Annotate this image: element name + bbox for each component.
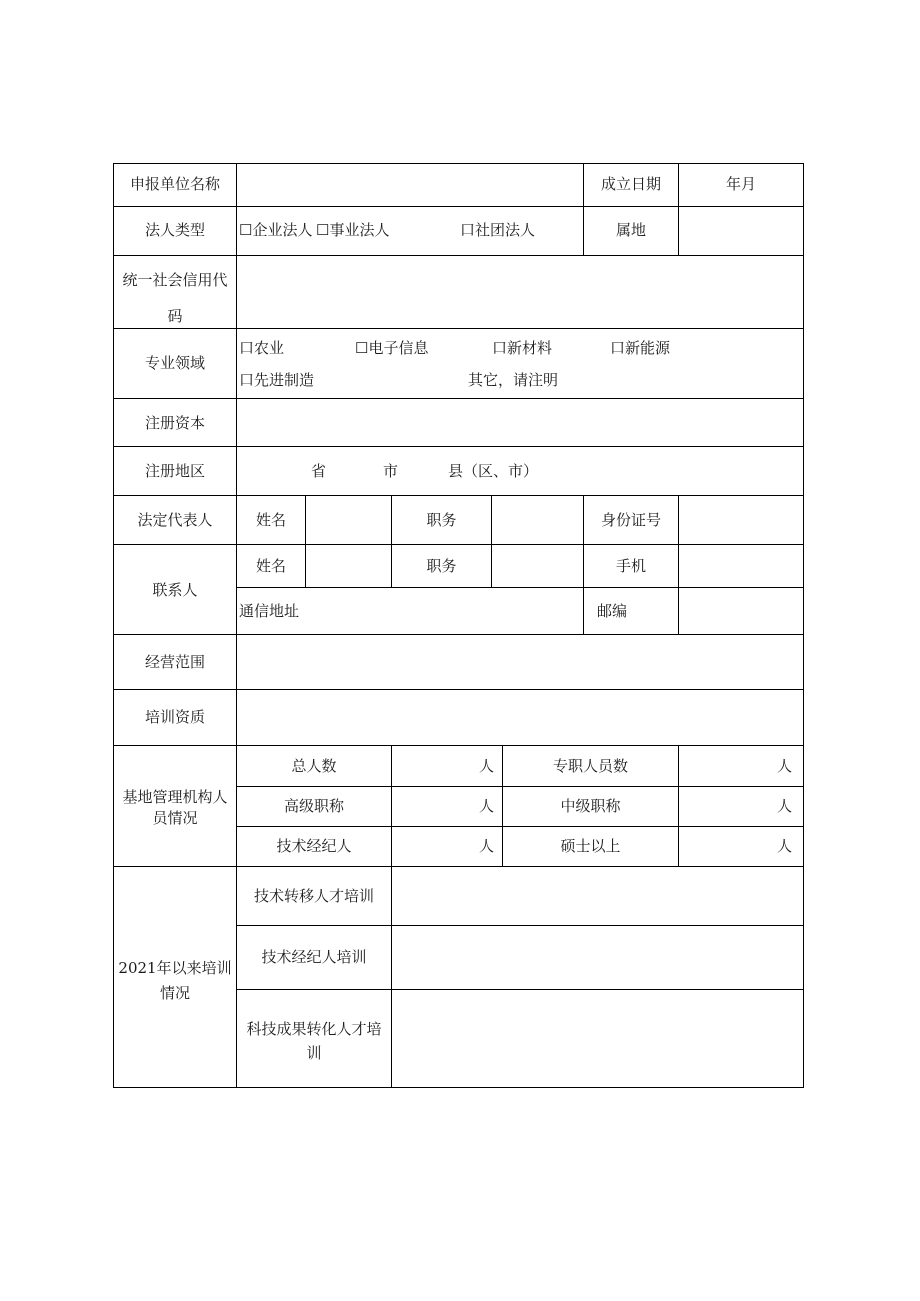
legal-type-institution-checkbox[interactable]: ☐事业法人 <box>316 221 390 239</box>
business-scope-label: 经营范围 <box>144 653 205 671</box>
staff-section-label-line2: 员情况 <box>152 809 198 827</box>
field-option-advanced-manufacturing[interactable]: 口先进制造 <box>239 371 315 389</box>
training-section-label-line2: 情况 <box>159 984 190 1002</box>
postcode-input[interactable] <box>679 588 803 634</box>
registered-capital-input[interactable] <box>237 399 803 446</box>
unit-name-label: 申报单位名称 <box>129 175 220 193</box>
founding-date-field[interactable]: 年月 <box>725 175 756 193</box>
contact-name-input[interactable] <box>306 545 391 587</box>
legal-rep-position-input[interactable] <box>492 496 583 544</box>
master-above-label: 硕士以上 <box>560 837 621 855</box>
location-input[interactable] <box>679 207 803 255</box>
fulltime-staff-unit[interactable]: 人 <box>776 757 792 775</box>
sci-transform-training-input[interactable] <box>392 990 803 1087</box>
legal-rep-label: 法定代表人 <box>137 511 213 529</box>
field-option-other[interactable]: 其它，请注明 <box>468 371 559 389</box>
legal-rep-name-label: 姓名 <box>255 511 286 529</box>
tech-transfer-training-input[interactable] <box>392 867 803 925</box>
legal-type-enterprise-checkbox[interactable]: ☐企业法人 <box>239 221 313 239</box>
legal-rep-name-input[interactable] <box>306 496 391 544</box>
row-divider <box>237 826 804 827</box>
sci-transform-training-label-line1: 科技成果转化人才培 <box>246 1020 382 1038</box>
credit-code-label-line2: 码 <box>167 307 183 325</box>
senior-title-unit[interactable]: 人 <box>478 797 494 815</box>
legal-type-social-checkbox[interactable]: 口社团法人 <box>460 221 536 239</box>
middle-title-unit[interactable]: 人 <box>776 797 792 815</box>
training-section-label-line1: 2021年以来培训 <box>118 959 232 977</box>
fulltime-staff-label: 专职人员数 <box>552 757 628 775</box>
tech-broker-training-input[interactable] <box>392 926 803 989</box>
row-divider <box>237 786 804 787</box>
table-border-right <box>803 163 804 1088</box>
field-option-new-materials[interactable]: 口新材料 <box>492 339 553 357</box>
sci-transform-training-label-line2: 训 <box>306 1044 322 1062</box>
region-county-label: 县（区、市） <box>448 462 539 480</box>
total-staff-label: 总人数 <box>291 757 337 775</box>
tech-broker-label: 技术经纪人 <box>276 837 352 855</box>
legal-rep-position-label: 职务 <box>426 511 457 529</box>
contact-position-input[interactable] <box>492 545 583 587</box>
address-label: 通信地址 <box>239 602 300 620</box>
business-scope-input[interactable] <box>237 635 803 689</box>
credit-code-label-line1: 统一社会信用代 <box>122 271 228 289</box>
unit-name-input[interactable] <box>237 164 583 206</box>
row-divider <box>113 446 804 447</box>
contact-name-label: 姓名 <box>255 557 286 575</box>
tech-transfer-training-label: 技术转移人才培训 <box>253 887 374 905</box>
postcode-label: 邮编 <box>597 602 628 620</box>
id-number-input[interactable] <box>679 496 803 544</box>
middle-title-label: 中级职称 <box>560 797 621 815</box>
table-border-bottom <box>113 1087 804 1088</box>
registered-capital-label: 注册资本 <box>144 414 205 432</box>
training-qualification-label: 培训资质 <box>144 708 205 726</box>
location-label: 属地 <box>615 221 646 239</box>
mobile-label: 手机 <box>615 557 646 575</box>
tech-broker-unit[interactable]: 人 <box>478 837 494 855</box>
staff-section-label-line1: 基地管理机构人 <box>122 788 228 806</box>
training-qualification-input[interactable] <box>237 690 803 745</box>
field-option-agriculture[interactable]: 口农业 <box>239 339 285 357</box>
row-divider <box>113 745 804 746</box>
region-province-label: 省 <box>311 462 327 480</box>
legal-type-label: 法人类型 <box>144 221 205 239</box>
master-above-unit[interactable]: 人 <box>776 837 792 855</box>
contact-label: 联系人 <box>152 581 198 599</box>
id-number-label: 身份证号 <box>600 511 661 529</box>
field-label: 专业领域 <box>144 354 205 372</box>
region-city-label: 市 <box>383 462 399 480</box>
founding-date-label: 成立日期 <box>600 175 661 193</box>
field-option-new-energy[interactable]: 口新能源 <box>610 339 671 357</box>
mobile-input[interactable] <box>679 545 803 587</box>
registered-region-label: 注册地区 <box>144 462 205 480</box>
senior-title-label: 高级职称 <box>283 797 344 815</box>
field-option-electronics[interactable]: ☐电子信息 <box>355 339 429 357</box>
credit-code-input[interactable] <box>237 256 803 328</box>
table-border-left <box>113 163 114 1088</box>
total-staff-unit[interactable]: 人 <box>478 757 494 775</box>
contact-position-label: 职务 <box>426 557 457 575</box>
row-divider <box>113 328 804 329</box>
tech-broker-training-label: 技术经纪人培训 <box>261 948 367 966</box>
